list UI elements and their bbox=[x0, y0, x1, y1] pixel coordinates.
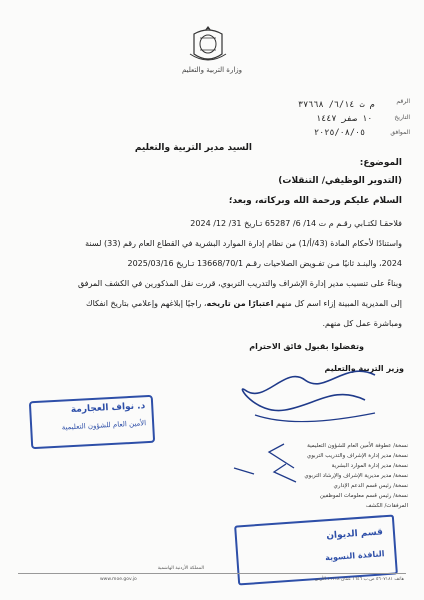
cc-item-5: نسخة/ رئيس قسم الدعم الإداري bbox=[333, 483, 408, 489]
signature-icon bbox=[225, 355, 385, 430]
body-line-5: إلى المديرية المبينة إزاء اسم كل منهم اعتبارًا من تاريخه، راجيًا إبلاغهم وإعلامي بتاريخ انفكاك bbox=[86, 299, 402, 308]
subject-value: (التدوير الوظيفي/ التنقلات) bbox=[278, 176, 402, 186]
check-marks-icon bbox=[224, 438, 304, 508]
coat-of-arms-icon bbox=[186, 24, 230, 66]
cc-item-3: نسخة/ مدير إدارة الموارد البشرية bbox=[331, 463, 408, 469]
registry-stamp-office: النافذة النسوية bbox=[324, 549, 385, 563]
hijri-value: ٢٠٢٥/٠٨/٠٥ bbox=[314, 128, 366, 138]
date-value: ١٠ صفر ١٤٤٧ bbox=[316, 114, 373, 124]
registry-stamp-dept: قسم الديوان bbox=[326, 527, 384, 542]
ministry-name: وزارة التربية والتعليم bbox=[181, 66, 243, 74]
greeting: السلام عليكم ورحمة الله وبركاته، وبعد؛ bbox=[228, 196, 402, 206]
ref-label: الرقم bbox=[396, 98, 410, 105]
body-line-4: وبناءً على تنسيب مدير إدارة الإشراف والتدريب التربوي، قررت نقل المذكورين في الكشف المرفق bbox=[77, 279, 402, 288]
cc-item-2: نسخة/ مدير إدارة الإشراف والتدريب التربوي bbox=[306, 453, 408, 459]
date-label: التاريخ bbox=[394, 114, 410, 121]
effective-date-bold: اعتبارًا من تاريخه bbox=[206, 299, 274, 308]
official-stamp bbox=[29, 395, 155, 449]
footer-divider bbox=[18, 573, 406, 574]
stamp-name: د. نواف العجارمة bbox=[70, 401, 146, 416]
registry-stamp bbox=[234, 514, 398, 585]
hijri-label: الموافق bbox=[390, 129, 410, 136]
addressee: السيد مدير التربية والتعليم bbox=[134, 143, 252, 153]
attachments: المرفقات/ الكشف bbox=[365, 503, 408, 509]
footer-url: www.moe.gov.jo bbox=[100, 577, 137, 582]
stamp-title: الأمين العام للشؤون التعليمية bbox=[61, 419, 147, 432]
subject-label: الموضوع: bbox=[359, 158, 402, 168]
body-line-2: واستنادًا لأحكام المادة (43/أ/1) من نظام إدارة الموارد البشرية في القطاع العام رقم (33) لسنة bbox=[85, 239, 402, 248]
cc-item-4: نسخة/ مدير مديرية الإشراف والإرشاد التربوي bbox=[304, 473, 408, 479]
ref-value: م ت ٦/١٤/ ٣٧٦٦٨ bbox=[298, 100, 375, 110]
body-line-3: 2024، والبنـد ثانيًا مـن تفـويض الصلاحيات رقـم 13668/70/1 تـاريخ 2025/03/16 bbox=[127, 259, 402, 268]
footer-address: هاتف ٥٦٠٧١٨١ ص.ب ١٦٤٦ عمان ١١١١٨ الأردن bbox=[314, 577, 404, 582]
body-line-6: ومباشرة عمل كل منهم. bbox=[322, 319, 402, 328]
body-line-1: فلاحقـا لكتـابي رقـم م ت 14/ 6/ 65287 تـاريخ 31/ 12/ 2024 bbox=[190, 219, 402, 228]
cc-item-1: نسخة/ عطوفة الأمين العام للشؤون التعليمية bbox=[307, 443, 408, 449]
sign-title: وزير التربية والتعليم bbox=[324, 364, 404, 373]
closing: وتفضلوا بقبول فائق الاحترام bbox=[249, 342, 364, 351]
cc-item-6: نسخة/ رئيس قسم معلومات الموظفين bbox=[319, 493, 408, 499]
footer-country: المملكة الأردنية الهاشمية bbox=[157, 566, 204, 571]
